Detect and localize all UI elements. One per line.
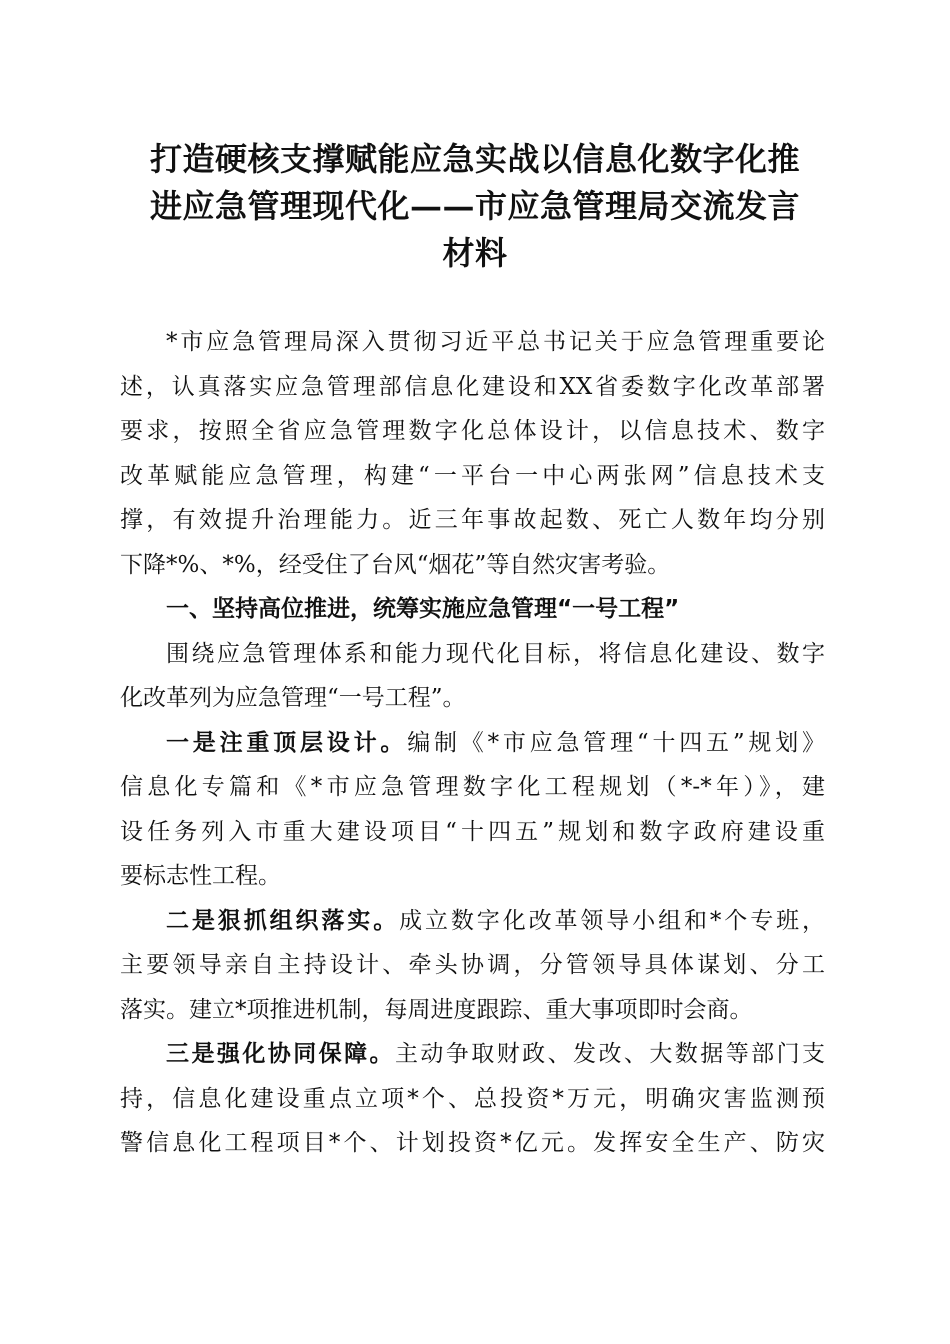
paragraph-line <box>120 899 825 944</box>
paragraph-line: 围绕应急管理体系和能力现代化目标，将信息化建设、数字 <box>166 640 825 667</box>
point-2-paragraph <box>120 899 825 1033</box>
paragraph-line: *市应急管理局深入贯彻习近平总书记关于应急管理重要论 <box>166 329 825 355</box>
point-text: 主动争取财政、发改、大数据等部门支 <box>394 1041 825 1067</box>
point-text: 成立数字化改革领导小组和*个专班， <box>399 907 825 934</box>
intro-paragraph <box>120 320 825 587</box>
paragraph-line: 下降*%、*%，经受住了台风“烟花”等自然灾害考验。 <box>120 551 671 578</box>
section-heading: 一、坚持高位推进，统筹实施应急管理“一号工程” <box>166 596 680 622</box>
paragraph-line <box>120 721 825 766</box>
document-body <box>120 320 825 1166</box>
point-text: 编制《*市应急管理“十四五”规划》 <box>407 729 825 756</box>
point-lead: 一是注重顶层设计。 <box>166 729 408 756</box>
paragraph-line: 要标志性工程。 <box>120 863 281 889</box>
title-line-3: 材料 <box>442 234 508 272</box>
paragraph-line: 撑，有效提升治理能力。近三年事故起数、死亡人数年均分别 <box>120 507 825 533</box>
title-line-1: 打造硬核支撑赋能应急实战以信息化数字化推 <box>149 140 800 178</box>
title-line-2: 进应急管理现代化——市应急管理局交流发言 <box>149 187 800 225</box>
paragraph-line: 设任务列入市重大建设项目“十四五”规划和数字政府建设重 <box>120 818 825 845</box>
paragraph-line: 化改革列为应急管理“一号工程”。 <box>120 685 466 711</box>
paragraph-line: 改革赋能应急管理，构建“一平台一中心两张网”信息技术支 <box>120 462 825 489</box>
section1-intro-paragraph <box>120 632 825 721</box>
paragraph-line: 落实。建立*项推进机制，每周进度跟踪、重大事项即时会商。 <box>120 996 753 1023</box>
point-lead: 三是强化协同保障。 <box>166 1041 395 1067</box>
paragraph-line: 述，认真落实应急管理部信息化建设和XX省委数字化改革部署 <box>120 373 825 400</box>
paragraph-line: 主要领导亲自主持设计、牵头协调，分管领导具体谋划、分工 <box>120 952 825 978</box>
paragraph-line: 要求，按照全省应急管理数字化总体设计，以信息技术、数字 <box>120 418 825 444</box>
point-3-paragraph <box>120 1032 825 1166</box>
paragraph-line <box>120 1032 825 1077</box>
paragraph-line: 警信息化工程项目*个、计划投资*亿元。发挥安全生产、防灾 <box>120 1130 825 1156</box>
paragraph-line: 持，信息化建设重点立项*个、总投资*万元，明确灾害监测预 <box>120 1085 825 1112</box>
point-1-paragraph <box>120 721 825 899</box>
document-title <box>118 136 832 277</box>
point-lead: 二是狠抓组织落实。 <box>166 907 400 934</box>
paragraph-line: 信息化专篇和《*市应急管理数字化工程规划（*-*年）》，建 <box>120 774 825 800</box>
